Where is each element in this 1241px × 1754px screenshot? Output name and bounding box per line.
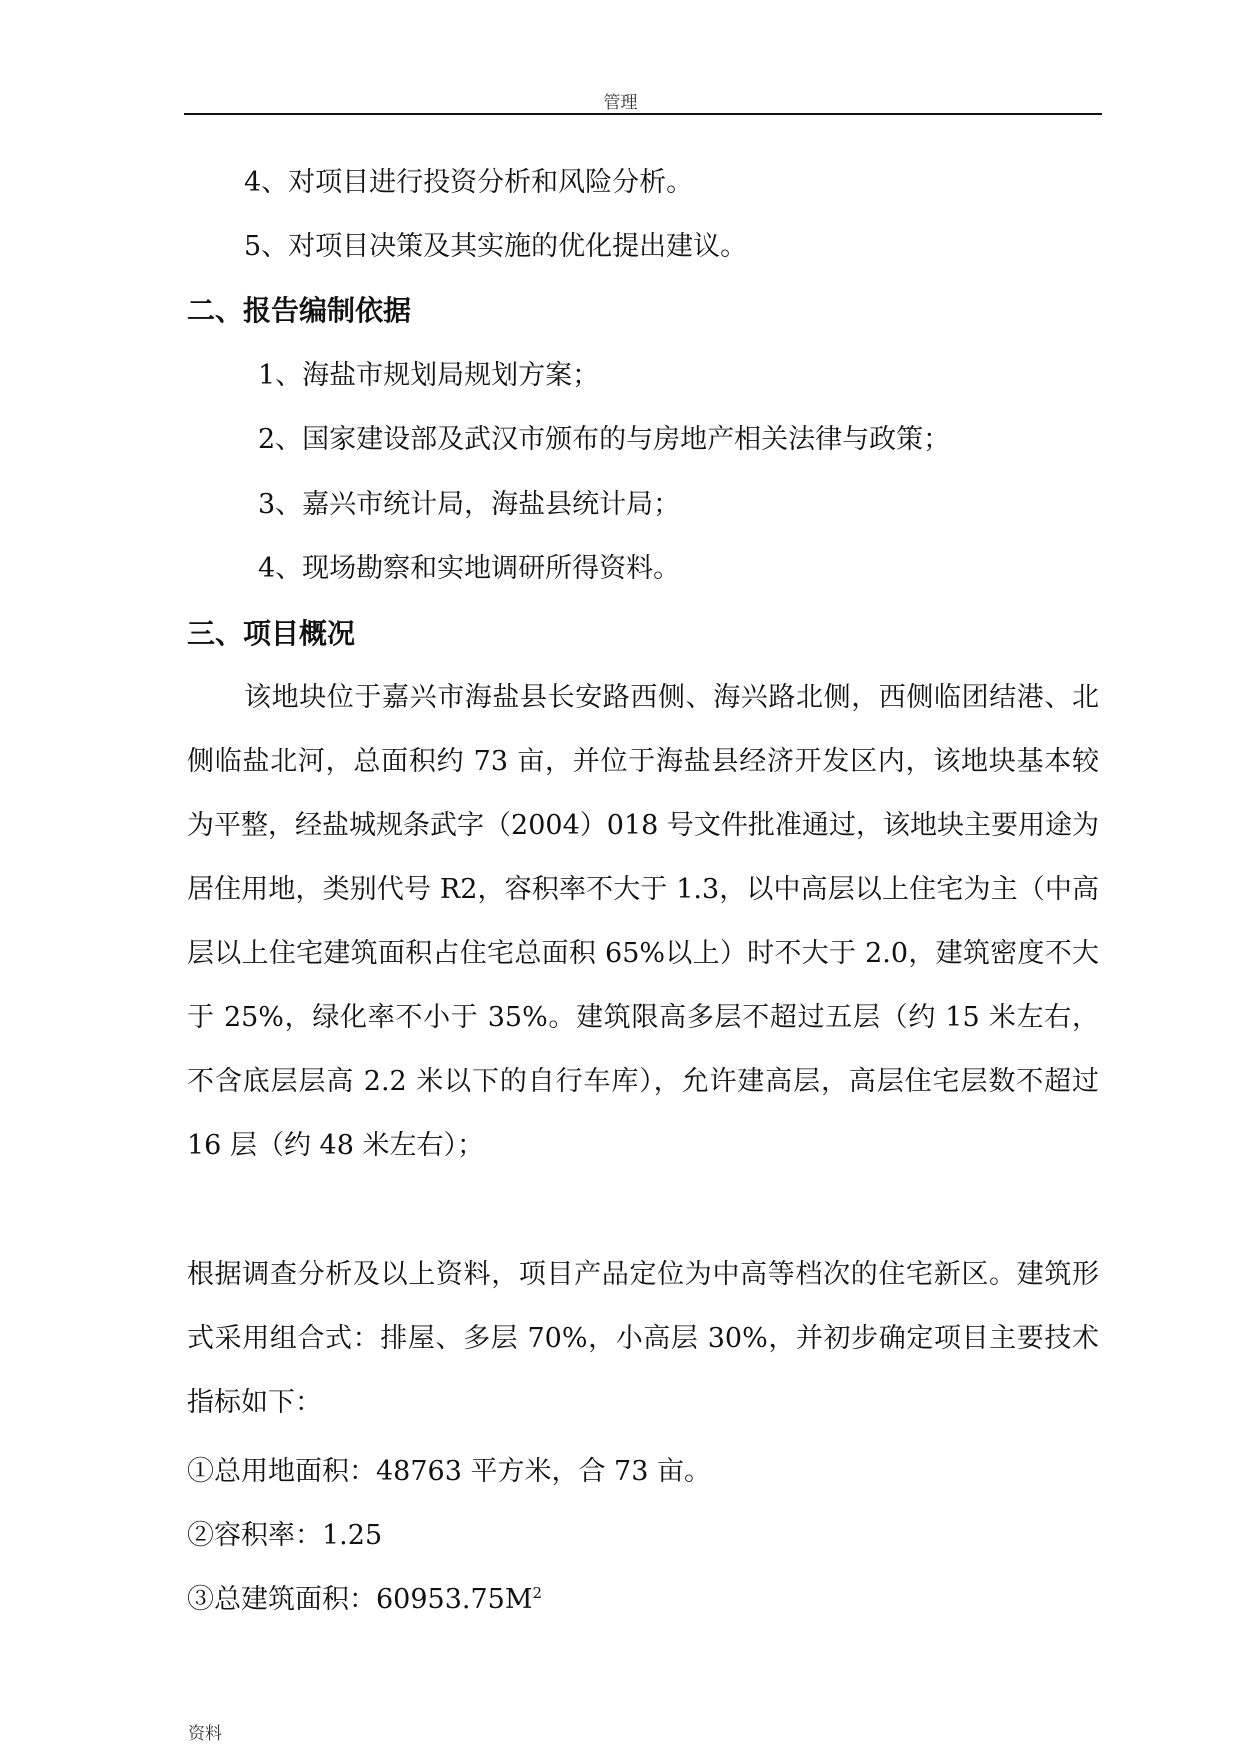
- page-footer: 资料: [188, 1724, 222, 1744]
- list-item-5: 5、对项目决策及其实施的优化提出建议。: [244, 231, 748, 262]
- basis-item-2: 2、国家建设部及武汉市颁布的与房地产相关法律与政策；: [258, 424, 951, 455]
- page-header: 管理: [603, 93, 638, 113]
- list-item-4: 4、对项目进行投资分析和风险分析。: [244, 167, 694, 198]
- basis-item-1: 1、海盐市规划局规划方案；: [258, 360, 600, 391]
- basis-item-4: 4、现场勘察和实地调研所得资料。: [258, 553, 681, 584]
- positioning-paragraph: 根据调查分析及以上资料，项目产品定位为中高等档次的住宅新区。建筑形式采用组合式：排屋、多层 70%，小高层 30%，并初步确定项目主要技术指标如下：: [187, 1259, 1099, 1418]
- indicator-building-area-text: ③总建筑面积：60953.75M: [187, 1584, 533, 1615]
- superscript-2: 2: [532, 1584, 543, 1602]
- section-heading-2: 二、报告编制依据: [187, 294, 412, 327]
- section-heading-3: 三、项目概况: [187, 617, 356, 650]
- overview-paragraph: 该地块位于嘉兴市海盐县长安路西侧、海兴路北侧，西侧临团结港、北侧临盐北河，总面积约 73 亩，并位于海盐县经济开发区内，该地块基本较为平整，经盐城规条武字（2004）018 号文件批准通过，该地块主要用途为居住用地，类别代号 R2，容积率不大于 1.3，以中高层以上住宅为主（中高层以上住宅建筑面积占住宅总面积 65%以上）时不大于 2.0，建筑密度不大于 25%，绿化率不小于 35%。建筑限高多层不超过五层（约 15 米左右，不含底层层高 2.2 米以下的自行车库），允许建高层，高层住宅层数不超过 16 层（约 48 米左右）；: [187, 682, 1099, 1161]
- indicator-building-area: [187, 1583, 542, 1617]
- indicator-plot-ratio: ②容积率：1.25: [187, 1520, 383, 1551]
- basis-item-3: 3、嘉兴市统计局，海盐县统计局；: [258, 489, 681, 520]
- indicator-land-area: ①总用地面积：48763 平方米，合 73 亩。: [187, 1456, 711, 1487]
- header-rule: [184, 113, 1102, 115]
